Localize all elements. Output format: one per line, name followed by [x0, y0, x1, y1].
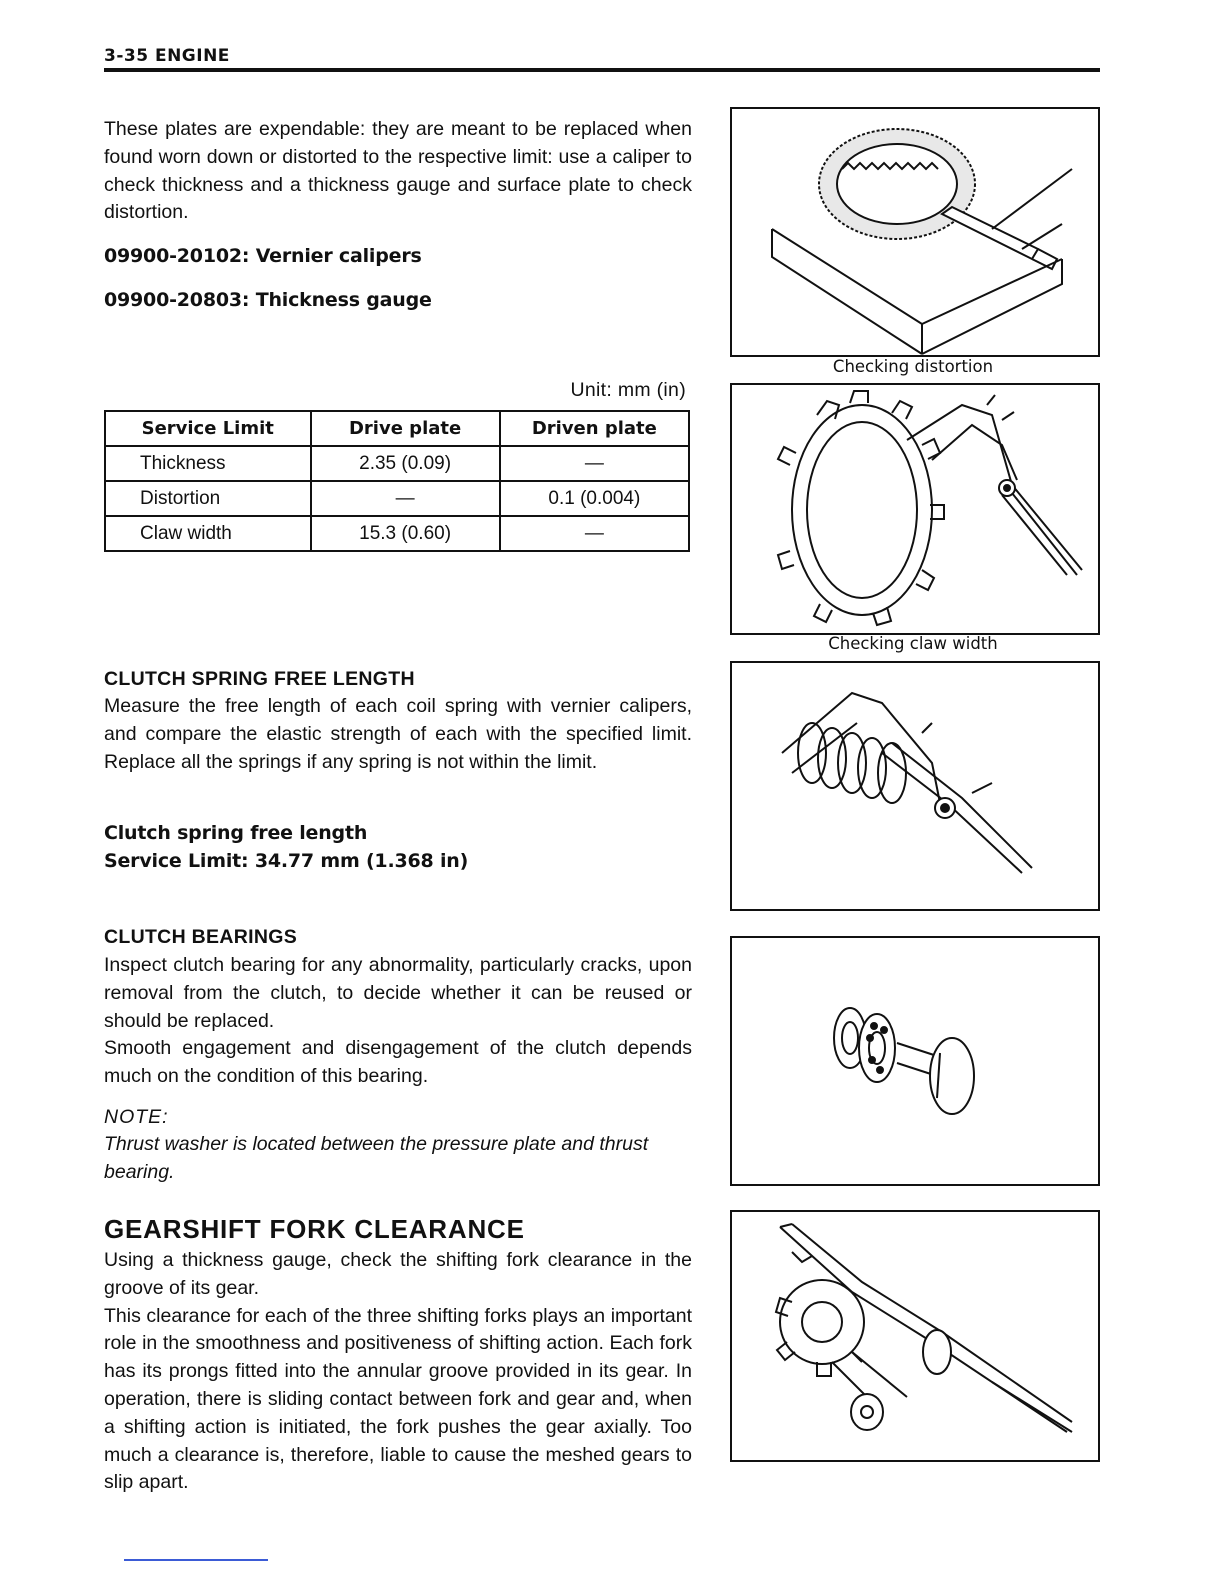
spring-caliper-illustration [732, 663, 1098, 909]
table-row [105, 446, 689, 481]
table-header-cell: Driven plate [500, 411, 689, 446]
note-label: NOTE: [104, 1106, 169, 1128]
table-row [105, 481, 689, 516]
spring-spec-value: Service Limit: 34.77 mm (1.368 in) [104, 850, 469, 872]
driven-plate-value: 0.1 (0.004) [500, 481, 689, 516]
fork-paragraph [104, 1247, 692, 1497]
figure-checking-claw-width [730, 383, 1100, 635]
caption-checking-claw-width: Checking claw width [828, 634, 998, 653]
figure-checking-distortion [730, 107, 1100, 357]
caption-checking-distortion: Checking distortion [832, 357, 994, 376]
row-label: Distortion [105, 481, 311, 516]
fork-section-title: GEARSHIFT FORK CLEARANCE [104, 1214, 525, 1244]
service-limit-table [104, 410, 690, 552]
figure-spring-free-length [730, 661, 1100, 911]
bearing-text-1: Inspect clutch bearing for any abnormality, particularly cracks, upon removal from the clutch, to decide whether it can be reused or should be replaced. [104, 954, 692, 1032]
bearing-section-title: CLUTCH BEARINGS [104, 926, 297, 948]
table-header-row [105, 411, 689, 446]
drive-plate-value: — [311, 481, 500, 516]
footer-link-rule [124, 1559, 268, 1561]
note-text: Thrust washer is located between the pressure plate and thrust bearing. [104, 1133, 649, 1183]
fork-text-1: Using a thickness gauge, check the shifting fork clearance in the groove of its gear. [104, 1249, 692, 1299]
table-row [105, 516, 689, 551]
spring-section-title: CLUTCH SPRING FREE LENGTH [104, 668, 415, 690]
tool-vernier-calipers: 09900-20102: Vernier calipers [104, 245, 422, 267]
drive-plate-value: 15.3 (0.60) [311, 516, 500, 551]
row-label: Thickness [105, 446, 311, 481]
spring-paragraph [104, 693, 692, 776]
unit-label: Unit: mm (in) [570, 379, 686, 401]
figure-gearshift-fork [730, 1210, 1100, 1462]
figure-clutch-bearing [730, 936, 1100, 1186]
driven-plate-value: — [500, 446, 689, 481]
claw-width-illustration [732, 385, 1098, 633]
page-header-title: 3-35 ENGINE [104, 46, 230, 66]
bearing-text-2: Smooth engagement and disengagement of the clutch depends much on the condition of this bearing. [104, 1037, 692, 1088]
driven-plate-value: — [500, 516, 689, 551]
tool-thickness-gauge: 09900-20803: Thickness gauge [104, 289, 432, 311]
intro-text: These plates are expendable: they are meant to be replaced when found worn down or distorted to the respective limit: use a caliper to check thickness and a thickness gauge and surface plate to check distortion. [104, 118, 692, 224]
header-rule [104, 68, 1100, 72]
spring-spec-label: Clutch spring free length [104, 822, 368, 844]
distortion-illustration [732, 109, 1098, 355]
intro-paragraph [104, 116, 692, 227]
bearing-illustration [732, 938, 1098, 1184]
spring-text: Measure the free length of each coil spring with vernier calipers, and compare the elastic strength of each with the specified limit. Replace all the springs if any spring is not within the limit. [104, 695, 692, 773]
table-header-cell: Service Limit [105, 411, 311, 446]
fork-text-2: This clearance for each of the three shifting forks plays an important role in the smoothness and positiveness of shifting action. Each fork has its prongs fitted into the annular groove provided in its gear. In operation, there is sliding contact between fork and gear and, when a shifting action is initiated, the fork pushes the gear axially. Too much a clearance is, therefore, liable to cause the meshed gears to slip apart. [104, 1304, 692, 1494]
fork-gauge-illustration [732, 1212, 1098, 1460]
drive-plate-value: 2.35 (0.09) [311, 446, 500, 481]
row-label: Claw width [105, 516, 311, 551]
bearing-paragraph [104, 952, 692, 1091]
table-header-cell: Drive plate [311, 411, 500, 446]
